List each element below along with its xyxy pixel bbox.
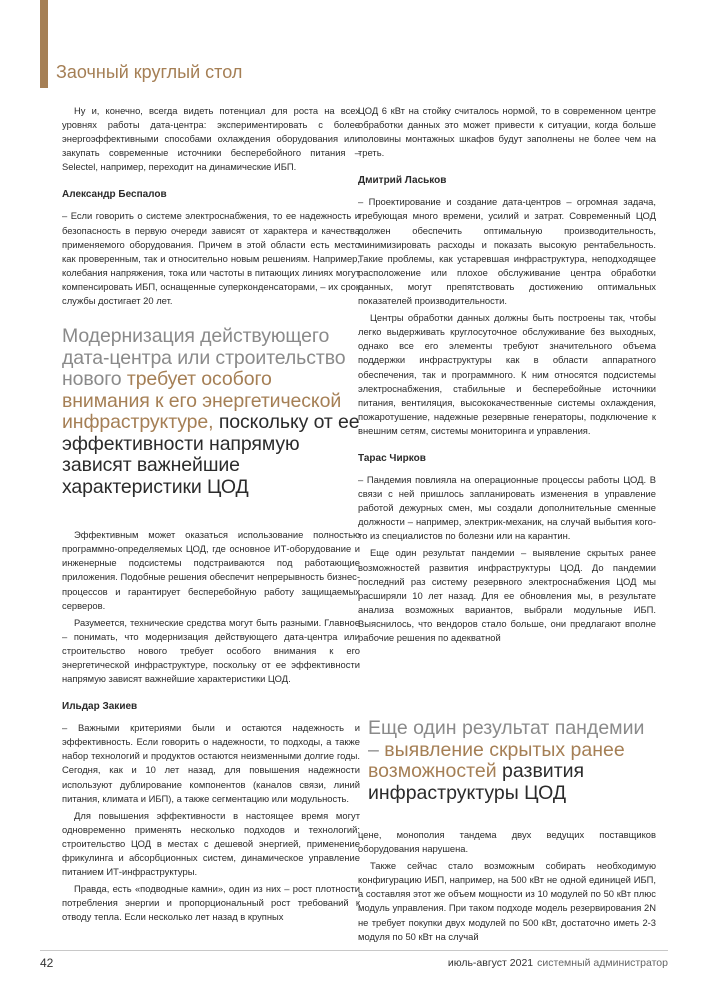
left-column	[62, 104, 360, 927]
speaker-name: Ильдар Закиев	[62, 701, 138, 713]
paragraph: – Проектирование и создание дата-центров – огромная задача, требующая много времени, усилий и затрат. Современный ЦОД должен обеспечить оптимальную производительность, минимизировать расходы и показать высокую рентабельность. Такие проблемы, как устаревшая инфраструктура, неподходящее расположение или плохое обслуживание центра обработки данных, могут препятствовать достижению оптимальных показателей производительности.	[358, 196, 656, 307]
footer-divider	[40, 950, 668, 951]
pull-quote-highlight: требует особого внимания к его энергетической инфраструктуре,	[62, 368, 342, 434]
paragraph: Разумеется, технические средства могут быть разными. Главное – понимать, что модернизация действующего дата-центра или строительство нового требует особого внимания к его энергетической инфраструктуре, поскольку от ее эффективности напрямую зависят важнейшие характеристики ЦОД.	[62, 616, 360, 685]
speaker-name: Тарас Чирков	[358, 452, 426, 464]
section-title: Заочный круглый стол	[56, 62, 243, 82]
paragraph: – Важными критериями были и остаются надежность и эффективность. Если говорить о надежности, то подходы, а также набор технологий и продуктов остаются неизменными долгие годы. Сегодня, как и 10 лет назад, для повышения надежности используют дублирование компонентов (каналов связи, линий питания, климата и ИБП), а также сегментацию или модульность.	[62, 722, 360, 804]
pull-quote	[368, 718, 658, 804]
paragraph: Также сейчас стало возможным собирать необходимую конфигурацию ИБП, например, на 500 кВт не одной единицей ИБП, а составляя этот же объем мощности из 10 модулей по 50 кВт плюс модуль управления. При таком подходе модель резервирования 2N не требует покупки двух модулей по 500 кВт, достаточно иметь 2-3 модуля по 50 кВт на случай	[358, 860, 656, 942]
paragraph: Еще один результат пандемии – выявление скрытых ранее возможностей развития инфраструктуры ЦОД. До пандемии последний раз систему резервного электроснабжения ЦОД мы расширяли 10 лет назад. Для ее обновления мы, в результате анализа возможных вариантов, выбрали модульные ИБП. Выяснилось, что вендоров стало больше, они предлагают вполне рабочие решения по адекватной	[358, 547, 656, 643]
paragraph: Для повышения эффективности в настоящее время могут одновременно применять несколько подходов и технологий: строительство ЦОД в местах с дешевой энергией, применение фрикулинга и абсорбционных систем, динамическое управление питанием ИТ-инфраструктуры.	[62, 809, 360, 878]
paragraph: ЦОД 6 кВт на стойку считалось нормой, то в современном центре обработки данных это может привести к ситуации, когда больше половины монтажных шкафов будут заполнены не более чем на треть.	[358, 105, 656, 159]
pull-quote-part: Еще один результат пандемии –	[368, 717, 645, 761]
speaker-name: Дмитрий Ласьков	[358, 175, 447, 187]
pull-quote-part: Модернизация действующего дата-центра или строительство нового	[62, 325, 346, 391]
footer-issue	[448, 957, 668, 969]
paragraph: Ну и, конечно, всегда видеть потенциал для роста на всех уровнях работы дата-центра: экспериментировать с более энергоэффективными способами охлаждения оборудования или закупать современные источники бесперебойного питания – Selectel, например, переходит на динамические ИБП.	[62, 105, 360, 173]
right-column	[358, 104, 656, 648]
paragraph: Правда, есть «подводные камни», один из них – рост плотности потребления энергии и пропорциональный рост требований к отводу тепла. Если несколько лет назад в крупных	[62, 883, 360, 923]
issue-date: июль-август 2021	[447, 957, 534, 969]
paragraph: – Если говорить о системе электроснабжения, то ее надежность и безопасность в первую очереди зависят от характера и качества применяемого оборудования. Причем в этой области есть место как проверенным, так и относительно новым решениям. Например, колебания напряжения, тока или частоты в питающих линиях могут компенсировать ИБП, оснащенные суперконденсаторами, – их срок службы достигает 20 лет.	[62, 210, 360, 307]
pull-quote	[62, 326, 360, 498]
pull-quote-highlight: выявление скрытых ранее возможностей	[368, 738, 625, 782]
paragraph: Центры обработки данных должны быть построены так, чтобы легко выдерживать круглосуточное обслуживание без выходных, однако все его элементы требуют значительного объема поддержки инфраструктуры как в области аппаратного обеспечения, так и программного. К ним относятся подсистемы электроснабжения, стабильные и бесперебойные источники питания, вентиляция, высококачественные системы охлаждения, пожаротушение, надежные резервные генераторы, подключение к внешним сетям, системы мониторинга и управления.	[358, 312, 656, 436]
paragraph: цене, монополия тандема двух ведущих поставщиков оборудования нарушена.	[358, 829, 656, 855]
right-column-continued	[358, 828, 656, 947]
section-accent-bar	[40, 0, 48, 88]
pull-quote-part: развития инфраструктуры ЦОД	[368, 760, 585, 804]
magazine-name: системный администратор	[537, 957, 668, 969]
paragraph: Эффективным может оказаться использование полностью программно-определяемых ЦОД, где основное ИТ-оборудование и инженерные подсистемы подстраиваются под работающие приложения. Подобные решения обеспечит непрерывность бизнес-процессов и гарантирует бесперебойную работу защищаемых серверов.	[62, 529, 360, 611]
speaker-name: Александр Беспалов	[62, 189, 167, 201]
pull-quote-part: поскольку от ее эффективности напрямую зависят важнейшие характеристики ЦОД	[62, 411, 360, 498]
page-number: 42	[40, 956, 54, 970]
paragraph: – Пандемия повлияла на операционные процессы работы ЦОД. В связи с ней пришлось запланировать изменения в управление работой дежурных смен, мы создали дополнительные сменные должности – например, электрик-механик, на случай выбытия кого-то из специалистов по болезни или на карантин.	[358, 473, 656, 542]
